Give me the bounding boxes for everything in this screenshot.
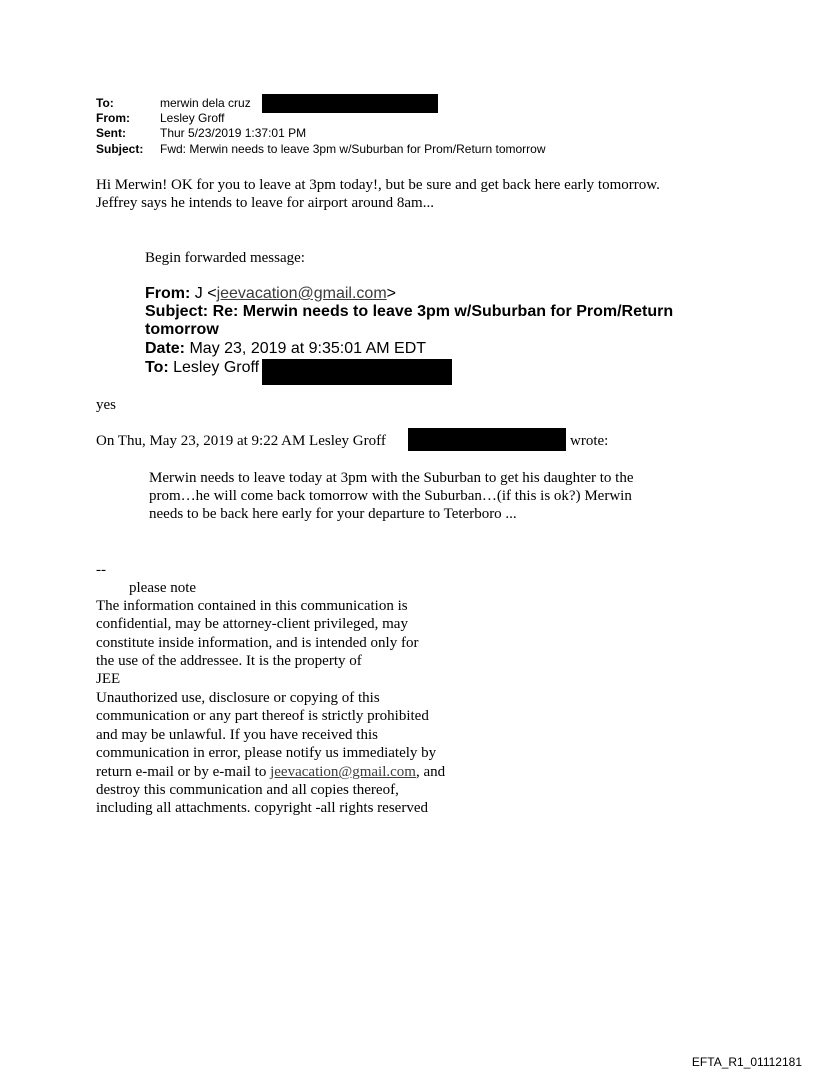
disclaimer-line-4: the use of the addressee. It is the property of	[96, 653, 362, 669]
forward-from-close: >	[386, 285, 396, 302]
body-line-1: Hi Merwin! OK for you to leave at 3pm today!, but be sure and get back here early tomorrow.	[96, 177, 660, 193]
forward-intro: Begin forwarded message:	[145, 250, 305, 266]
disclaimer-line-12: including all attachments. copyright -all rights reserved	[96, 800, 428, 816]
forward-to-label: To:	[145, 359, 169, 376]
to-label: To:	[96, 96, 114, 110]
forward-subject-text-2: tomorrow	[145, 321, 219, 338]
forward-to-line	[145, 358, 259, 377]
document-id: EFTA_R1_01112181	[691, 1055, 802, 1069]
disclaimer-line-8: and may be unlawful. If you have received this	[96, 727, 378, 743]
to-value: merwin dela cruz	[160, 96, 251, 110]
disclaimer-email-link[interactable]: jeevacation@gmail.com	[270, 764, 416, 780]
disclaimer-line-6: Unauthorized use, disclosure or copying of this	[96, 690, 380, 706]
redaction-box	[262, 359, 452, 385]
subject-value: Fwd: Merwin needs to leave 3pm w/Suburban for Prom/Return tomorrow	[160, 142, 546, 156]
sent-value: Thur 5/23/2019 1:37:01 PM	[160, 126, 307, 140]
signature-dashes: --	[96, 562, 106, 578]
disclaimer-line-11: destroy this communication and all copies thereof,	[96, 782, 399, 798]
quote-line-1: Merwin needs to leave today at 3pm with the Suburban to get his daughter to the	[149, 470, 634, 486]
redaction-box	[408, 428, 566, 451]
body-line-2: Jeffrey says he intends to leave for airport around 8am...	[96, 195, 434, 211]
subject-label: Subject:	[96, 142, 144, 156]
quote-header-prefix: On Thu, May 23, 2019 at 9:22 AM Lesley Groff	[96, 433, 386, 449]
forward-subject-line	[145, 302, 673, 321]
forward-date-label: Date:	[145, 340, 186, 357]
forward-subject-line-2	[145, 320, 219, 339]
sent-label: Sent:	[96, 126, 126, 140]
quote-line-3: needs to be back here early for your departure to Teterboro ...	[149, 506, 517, 522]
disclaimer-line-5: JEE	[96, 671, 121, 687]
forward-from-line	[145, 284, 396, 303]
disclaimer-line-3: constitute inside information, and is intended only for	[96, 635, 419, 651]
forward-subject-label: Subject:	[145, 303, 209, 320]
signature-note: please note	[129, 580, 197, 596]
disclaimer-line-10-end: , and	[415, 764, 446, 780]
forward-date-value: May 23, 2019 at 9:35:01 AM EDT	[185, 340, 427, 357]
disclaimer-line-7: communication or any part thereof is strictly prohibited	[96, 708, 429, 724]
forward-from-label: From:	[145, 285, 191, 302]
disclaimer-line-10	[96, 763, 445, 781]
reply-text: yes	[96, 397, 116, 413]
disclaimer-line-2: confidential, may be attorney-client privileged, may	[96, 616, 408, 632]
disclaimer-line-1: The information contained in this communication is	[96, 598, 408, 614]
forward-date-line	[145, 339, 426, 358]
quote-header-suffix: wrote:	[570, 433, 609, 449]
forward-subject-text: Re: Merwin needs to leave 3pm w/Suburban for Prom/Return	[212, 303, 674, 320]
disclaimer-line-10-text: return e-mail or by e-mail to	[96, 764, 271, 780]
disclaimer-line-9: communication in error, please notify us immediately by	[96, 745, 437, 761]
quote-line-2: prom…he will come back tomorrow with the Suburban…(if this is ok?) Merwin	[149, 488, 632, 504]
from-value: Lesley Groff	[160, 111, 225, 125]
forward-to-value: Lesley Groff	[168, 359, 260, 376]
redaction-box	[262, 94, 438, 113]
forward-from-email-link[interactable]: jeevacation@gmail.com	[216, 285, 387, 302]
forward-from-name: J <	[190, 285, 217, 302]
from-label: From:	[96, 111, 130, 125]
